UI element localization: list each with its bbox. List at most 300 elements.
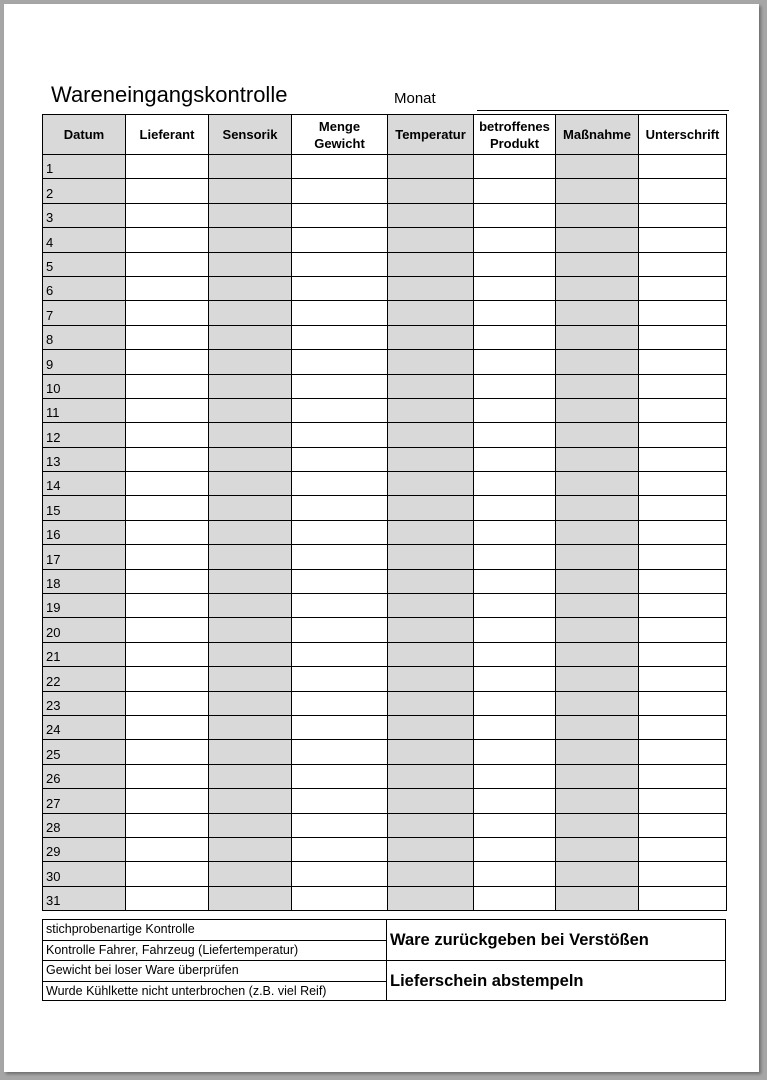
table-row (43, 618, 727, 642)
entry-cell[interactable] (474, 813, 556, 837)
entry-cell[interactable] (474, 472, 556, 496)
entry-cell[interactable] (209, 472, 292, 496)
entry-cell[interactable] (209, 642, 292, 666)
entry-cell[interactable] (126, 374, 209, 398)
entry-cell[interactable] (556, 715, 639, 739)
entry-cell[interactable] (292, 203, 388, 227)
entry-cell[interactable] (126, 203, 209, 227)
entry-cell[interactable] (126, 228, 209, 252)
instructions-box (386, 919, 726, 1001)
table-row (43, 837, 727, 861)
instruction-stamp-delivery-note: Lieferschein abstempeln (390, 971, 584, 990)
entry-cell[interactable] (639, 862, 727, 886)
entry-cell[interactable] (209, 203, 292, 227)
entry-cell[interactable] (292, 789, 388, 813)
checklist-item: stichprobenartige Kontrolle (43, 920, 387, 941)
table-row (43, 789, 727, 813)
entry-cell[interactable] (474, 715, 556, 739)
entry-cell[interactable] (556, 301, 639, 325)
day-number-cell[interactable]: 31 (43, 886, 126, 910)
day-number-cell[interactable]: 17 (43, 545, 126, 569)
entry-cell[interactable] (474, 545, 556, 569)
entry-cell[interactable] (556, 252, 639, 276)
entry-cell[interactable] (209, 862, 292, 886)
entry-cell[interactable] (388, 789, 474, 813)
entry-cell[interactable] (209, 789, 292, 813)
entry-cell[interactable] (556, 374, 639, 398)
entry-cell[interactable] (126, 325, 209, 349)
entry-cell[interactable] (556, 789, 639, 813)
entry-cell[interactable] (639, 837, 727, 861)
entry-cell[interactable] (639, 472, 727, 496)
entry-cell[interactable] (556, 276, 639, 300)
entry-cell[interactable] (209, 691, 292, 715)
entry-cell[interactable] (388, 520, 474, 544)
entry-cell[interactable] (474, 228, 556, 252)
day-number-cell[interactable]: 13 (43, 447, 126, 471)
column-header-label: Lieferant (139, 127, 195, 142)
table-row (43, 155, 727, 179)
table-row (43, 813, 727, 837)
entry-cell[interactable] (639, 228, 727, 252)
entry-cell[interactable] (388, 618, 474, 642)
entry-cell[interactable] (126, 642, 209, 666)
entry-cell[interactable] (639, 252, 727, 276)
entry-cell[interactable] (292, 301, 388, 325)
column-header (639, 115, 727, 155)
entry-cell[interactable] (388, 350, 474, 374)
entry-cell[interactable] (556, 740, 639, 764)
entry-cell[interactable] (639, 301, 727, 325)
entry-cell[interactable] (556, 545, 639, 569)
entry-cell[interactable] (126, 837, 209, 861)
entry-cell[interactable] (388, 301, 474, 325)
entry-cell[interactable] (292, 691, 388, 715)
entry-cell[interactable] (209, 837, 292, 861)
day-number-cell[interactable]: 25 (43, 740, 126, 764)
entry-cell[interactable] (388, 715, 474, 739)
column-header-label: Menge (318, 118, 361, 134)
entry-cell[interactable] (126, 496, 209, 520)
entry-cell[interactable] (474, 252, 556, 276)
entry-cell[interactable] (209, 276, 292, 300)
day-number-cell[interactable]: 4 (43, 228, 126, 252)
day-number-cell[interactable]: 11 (43, 398, 126, 422)
entry-cell[interactable] (556, 472, 639, 496)
entry-cell[interactable] (388, 155, 474, 179)
column-header (209, 115, 292, 155)
entry-cell[interactable] (209, 179, 292, 203)
column-header (556, 115, 639, 155)
entry-cell[interactable] (292, 252, 388, 276)
entry-cell[interactable] (292, 179, 388, 203)
day-number-cell[interactable]: 6 (43, 276, 126, 300)
table-row (43, 496, 727, 520)
entry-cell[interactable] (126, 179, 209, 203)
entry-cell[interactable] (292, 862, 388, 886)
entry-cell[interactable] (388, 447, 474, 471)
entry-cell[interactable] (556, 398, 639, 422)
day-number-cell[interactable]: 7 (43, 301, 126, 325)
entry-cell[interactable] (474, 350, 556, 374)
entry-cell[interactable] (639, 618, 727, 642)
entry-cell[interactable] (474, 423, 556, 447)
entry-cell[interactable] (388, 276, 474, 300)
entry-cell[interactable] (639, 447, 727, 471)
entry-cell[interactable] (292, 496, 388, 520)
entry-cell[interactable] (126, 618, 209, 642)
entry-cell[interactable] (126, 862, 209, 886)
entry-cell[interactable] (292, 228, 388, 252)
entry-cell[interactable] (292, 325, 388, 349)
entry-cell[interactable] (126, 813, 209, 837)
entry-cell[interactable] (126, 594, 209, 618)
entry-cell[interactable] (556, 618, 639, 642)
entry-cell[interactable] (126, 423, 209, 447)
entry-cell[interactable] (388, 228, 474, 252)
entry-cell[interactable] (126, 667, 209, 691)
entry-cell[interactable] (474, 862, 556, 886)
table-row (43, 301, 727, 325)
entry-cell[interactable] (126, 886, 209, 910)
column-header-label: Unterschrift (645, 127, 720, 142)
entry-cell[interactable] (292, 423, 388, 447)
entry-cell[interactable] (556, 837, 639, 861)
entry-cell[interactable] (126, 691, 209, 715)
table-row (43, 325, 727, 349)
entry-cell[interactable] (388, 764, 474, 788)
entry-cell[interactable] (388, 423, 474, 447)
entry-cell[interactable] (388, 886, 474, 910)
entry-cell[interactable] (556, 155, 639, 179)
day-number-cell[interactable]: 14 (43, 472, 126, 496)
entry-cell[interactable] (639, 179, 727, 203)
entry-cell[interactable] (126, 740, 209, 764)
table-row (43, 715, 727, 739)
entry-cell[interactable] (639, 545, 727, 569)
entry-cell[interactable] (474, 398, 556, 422)
entry-cell[interactable] (474, 203, 556, 227)
entry-cell[interactable] (209, 398, 292, 422)
entry-cell[interactable] (126, 545, 209, 569)
entry-cell[interactable] (474, 691, 556, 715)
day-number-cell[interactable]: 19 (43, 594, 126, 618)
checklist-item: Wurde Kühlkette nicht unterbrochen (z.B. viel Reif) (46, 983, 327, 998)
entry-cell[interactable] (209, 618, 292, 642)
entry-cell[interactable] (209, 520, 292, 544)
entry-cell[interactable] (388, 203, 474, 227)
entry-cell[interactable] (556, 764, 639, 788)
day-number-cell[interactable]: 1 (43, 155, 126, 179)
entry-cell[interactable] (474, 155, 556, 179)
entry-cell[interactable] (209, 569, 292, 593)
entry-cell[interactable] (556, 423, 639, 447)
entry-cell[interactable] (292, 618, 388, 642)
column-header (292, 115, 388, 155)
entry-cell[interactable] (474, 642, 556, 666)
entry-cell[interactable] (474, 886, 556, 910)
entry-cell[interactable] (292, 813, 388, 837)
day-number-cell[interactable]: 10 (43, 374, 126, 398)
entry-cell[interactable] (556, 569, 639, 593)
entry-cell[interactable] (292, 837, 388, 861)
entry-cell[interactable] (388, 472, 474, 496)
entry-cell[interactable] (388, 862, 474, 886)
entry-cell[interactable] (639, 691, 727, 715)
entry-cell[interactable] (292, 715, 388, 739)
entry-cell[interactable] (639, 789, 727, 813)
entry-cell[interactable] (474, 764, 556, 788)
entry-cell[interactable] (209, 594, 292, 618)
day-number-cell[interactable]: 26 (43, 764, 126, 788)
day-number-cell[interactable]: 30 (43, 862, 126, 886)
entry-cell[interactable] (556, 325, 639, 349)
entry-cell[interactable] (292, 642, 388, 666)
entry-cell[interactable] (126, 252, 209, 276)
entry-cell[interactable] (126, 569, 209, 593)
entry-cell[interactable] (292, 545, 388, 569)
checklist-item: Kontrolle Fahrer, Fahrzeug (Liefertemperatur) (43, 941, 387, 962)
entry-cell[interactable] (292, 594, 388, 618)
entry-cell[interactable] (126, 764, 209, 788)
entry-cell[interactable] (209, 545, 292, 569)
entry-cell[interactable] (388, 374, 474, 398)
table-row (43, 740, 727, 764)
column-header-label: Maßnahme (563, 127, 631, 142)
entry-cell[interactable] (388, 813, 474, 837)
day-number-cell[interactable]: 29 (43, 837, 126, 861)
column-header-label-line2: Produkt (489, 135, 540, 151)
entry-cell[interactable] (126, 715, 209, 739)
entry-cell[interactable] (209, 301, 292, 325)
entry-cell[interactable] (474, 740, 556, 764)
day-number-cell[interactable]: 20 (43, 618, 126, 642)
entry-cell[interactable] (126, 520, 209, 544)
entry-cell[interactable] (474, 569, 556, 593)
entry-cell[interactable] (209, 155, 292, 179)
table-row (43, 276, 727, 300)
entry-cell[interactable] (639, 715, 727, 739)
instruction-return-goods: Ware zurückgeben bei Verstößen (387, 920, 725, 961)
entry-cell[interactable] (474, 276, 556, 300)
entry-cell[interactable] (126, 447, 209, 471)
table-row (43, 179, 727, 203)
entry-cell[interactable] (556, 203, 639, 227)
entry-cell[interactable] (292, 886, 388, 910)
entry-cell[interactable] (209, 447, 292, 471)
column-header-label-line2: Gewicht (314, 135, 365, 151)
entry-cell[interactable] (639, 374, 727, 398)
table-row (43, 764, 727, 788)
table-row (43, 228, 727, 252)
entry-cell[interactable] (209, 886, 292, 910)
entry-cell[interactable] (639, 740, 727, 764)
entry-cell[interactable] (388, 325, 474, 349)
table-row (43, 447, 727, 471)
entry-cell[interactable] (388, 740, 474, 764)
entry-cell[interactable] (292, 155, 388, 179)
entry-cell[interactable] (126, 472, 209, 496)
entry-cell[interactable] (639, 886, 727, 910)
entry-cell[interactable] (292, 350, 388, 374)
entry-cell[interactable] (292, 667, 388, 691)
entry-cell[interactable] (388, 569, 474, 593)
entry-cell[interactable] (126, 398, 209, 422)
table-row (43, 423, 727, 447)
table-row (43, 203, 727, 227)
entry-cell[interactable] (474, 447, 556, 471)
entry-cell[interactable] (209, 252, 292, 276)
footer-notes (42, 919, 726, 1000)
entry-cell[interactable] (639, 423, 727, 447)
entry-cell[interactable] (639, 155, 727, 179)
entry-cell[interactable] (639, 350, 727, 374)
entry-cell[interactable] (556, 886, 639, 910)
entry-cell[interactable] (209, 813, 292, 837)
column-header (474, 115, 556, 155)
day-number-cell[interactable]: 18 (43, 569, 126, 593)
day-number-cell[interactable]: 2 (43, 179, 126, 203)
entry-cell[interactable] (639, 325, 727, 349)
column-header-label: Sensorik (222, 127, 278, 142)
inspection-table (42, 114, 727, 911)
entry-cell[interactable] (292, 447, 388, 471)
checklist-item: Gewicht bei loser Ware überprüfen (43, 961, 387, 982)
entry-cell[interactable] (556, 813, 639, 837)
entry-cell[interactable] (388, 398, 474, 422)
table-row (43, 862, 727, 886)
entry-cell[interactable] (126, 301, 209, 325)
entry-cell[interactable] (126, 155, 209, 179)
entry-cell[interactable] (388, 642, 474, 666)
entry-cell[interactable] (292, 740, 388, 764)
entry-cell[interactable] (209, 740, 292, 764)
entry-cell[interactable] (292, 569, 388, 593)
entry-cell[interactable] (126, 276, 209, 300)
entry-cell[interactable] (639, 764, 727, 788)
day-number-cell[interactable]: 16 (43, 520, 126, 544)
entry-cell[interactable] (556, 594, 639, 618)
entry-cell[interactable] (556, 691, 639, 715)
table-row (43, 374, 727, 398)
entry-cell[interactable] (556, 228, 639, 252)
entry-cell[interactable] (209, 374, 292, 398)
table-row (43, 398, 727, 422)
entry-cell[interactable] (639, 667, 727, 691)
day-number-cell[interactable]: 5 (43, 252, 126, 276)
entry-cell[interactable] (556, 350, 639, 374)
entry-cell[interactable] (556, 447, 639, 471)
entry-cell[interactable] (474, 301, 556, 325)
day-number-cell[interactable]: 28 (43, 813, 126, 837)
entry-cell[interactable] (556, 520, 639, 544)
entry-cell[interactable] (388, 545, 474, 569)
day-number-cell[interactable]: 21 (43, 642, 126, 666)
entry-cell[interactable] (639, 569, 727, 593)
table-row (43, 520, 727, 544)
entry-cell[interactable] (388, 667, 474, 691)
table-row (43, 472, 727, 496)
day-number-cell[interactable]: 9 (43, 350, 126, 374)
table-row (43, 594, 727, 618)
entry-cell[interactable] (209, 228, 292, 252)
entry-cell[interactable] (388, 691, 474, 715)
column-header-label: Datum (63, 127, 105, 142)
entry-cell[interactable] (209, 667, 292, 691)
entry-cell[interactable] (292, 276, 388, 300)
entry-cell[interactable] (292, 398, 388, 422)
table-row (43, 252, 727, 276)
entry-cell[interactable] (639, 642, 727, 666)
entry-cell[interactable] (126, 789, 209, 813)
entry-cell[interactable] (209, 325, 292, 349)
day-number-cell[interactable]: 27 (43, 789, 126, 813)
table-row (43, 667, 727, 691)
entry-cell[interactable] (556, 862, 639, 886)
entry-cell[interactable] (556, 642, 639, 666)
entry-cell[interactable] (209, 764, 292, 788)
day-number-cell[interactable]: 3 (43, 203, 126, 227)
entry-cell[interactable] (209, 350, 292, 374)
entry-cell[interactable] (474, 618, 556, 642)
table-row (43, 350, 727, 374)
entry-cell[interactable] (639, 813, 727, 837)
entry-cell[interactable] (474, 179, 556, 203)
day-number-cell[interactable]: 12 (43, 423, 126, 447)
entry-cell[interactable] (388, 252, 474, 276)
entry-cell[interactable] (556, 496, 639, 520)
entry-cell[interactable] (474, 667, 556, 691)
entry-cell[interactable] (292, 520, 388, 544)
month-entry-line[interactable] (477, 110, 729, 111)
month-label: Monat (394, 90, 436, 107)
entry-cell[interactable] (292, 764, 388, 788)
entry-cell[interactable] (639, 520, 727, 544)
entry-cell[interactable] (556, 179, 639, 203)
entry-cell[interactable] (474, 789, 556, 813)
entry-cell[interactable] (474, 374, 556, 398)
entry-cell[interactable] (639, 398, 727, 422)
entry-cell[interactable] (474, 520, 556, 544)
day-number-cell[interactable]: 8 (43, 325, 126, 349)
entry-cell[interactable] (209, 423, 292, 447)
entry-cell[interactable] (639, 594, 727, 618)
entry-cell[interactable] (556, 667, 639, 691)
entry-cell[interactable] (388, 179, 474, 203)
entry-cell[interactable] (388, 594, 474, 618)
day-number-cell[interactable]: 23 (43, 691, 126, 715)
entry-cell[interactable] (639, 203, 727, 227)
day-number-cell[interactable]: 22 (43, 667, 126, 691)
entry-cell[interactable] (474, 496, 556, 520)
column-header (43, 115, 126, 155)
column-header-label: Temperatur (395, 127, 466, 142)
entry-cell[interactable] (474, 325, 556, 349)
entry-cell[interactable] (209, 496, 292, 520)
entry-cell[interactable] (639, 496, 727, 520)
entry-cell[interactable] (292, 374, 388, 398)
entry-cell[interactable] (292, 472, 388, 496)
entry-cell[interactable] (388, 496, 474, 520)
day-number-cell[interactable]: 15 (43, 496, 126, 520)
entry-cell[interactable] (388, 837, 474, 861)
entry-cell[interactable] (474, 837, 556, 861)
entry-cell[interactable] (126, 350, 209, 374)
entry-cell[interactable] (474, 594, 556, 618)
day-number-cell[interactable]: 24 (43, 715, 126, 739)
entry-cell[interactable] (639, 276, 727, 300)
entry-cell[interactable] (209, 715, 292, 739)
